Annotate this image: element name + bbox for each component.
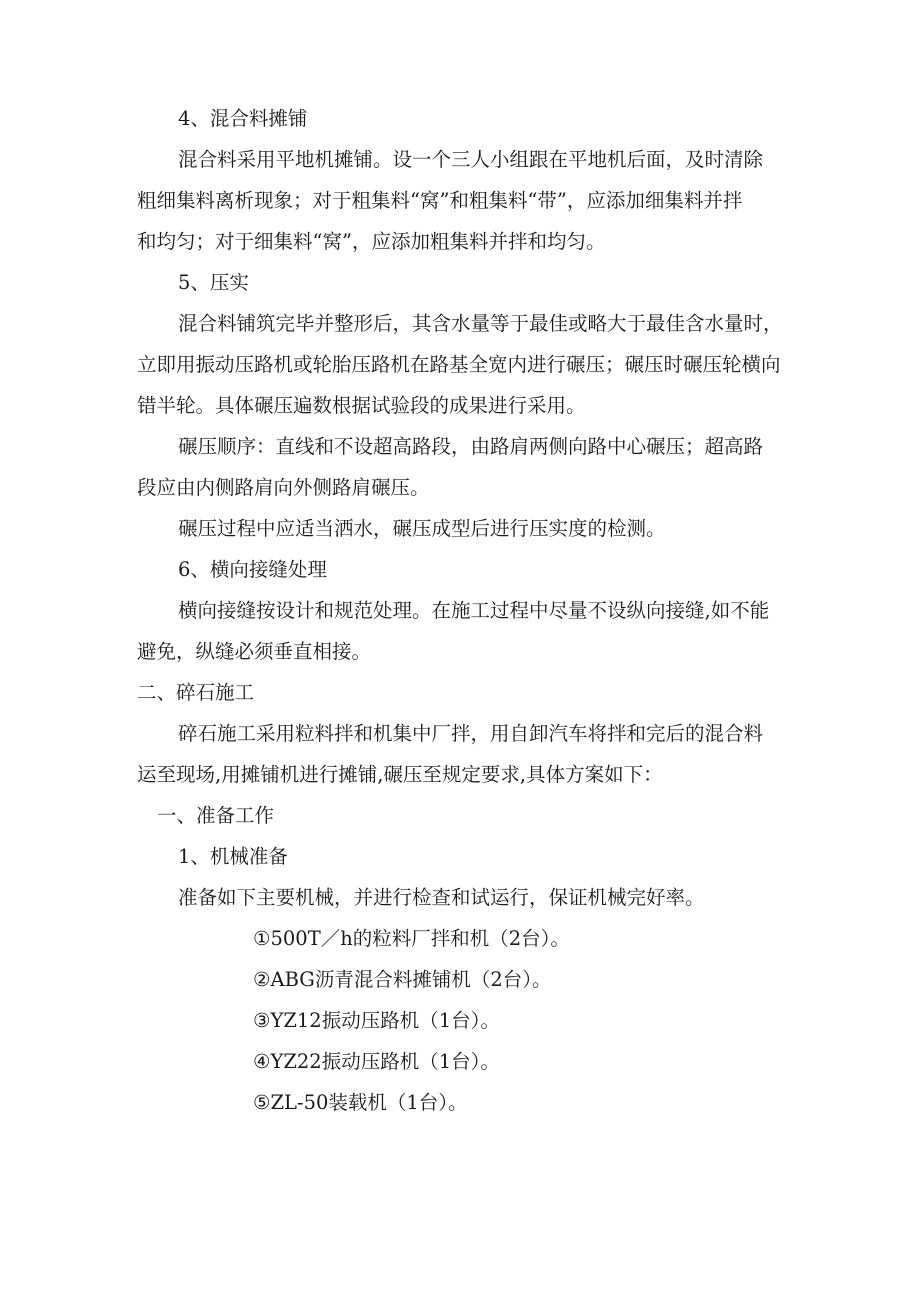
text-line bbox=[0, 385, 920, 426]
text-line bbox=[0, 1000, 920, 1041]
text-line bbox=[0, 713, 920, 754]
text-line bbox=[0, 959, 920, 1000]
paragraph-line: 避免，纵缝必须垂直相接。 bbox=[137, 640, 372, 663]
text-line bbox=[0, 467, 920, 508]
text-line bbox=[0, 590, 920, 631]
text-line bbox=[0, 631, 920, 672]
text-line bbox=[0, 795, 920, 836]
paragraph-line: 和均匀；对于细集料“窝”，应添加粗集料并拌和均匀。 bbox=[137, 230, 606, 253]
section-heading: 4、混合料摊铺 bbox=[178, 107, 308, 130]
paragraph-line: 准备如下主要机械，并进行检查和试运行，保证机械完好率。 bbox=[178, 886, 705, 909]
chapter-heading: 二、碎石施工 bbox=[137, 681, 255, 704]
text-line bbox=[0, 221, 920, 262]
paragraph-line: 段应由内侧路肩向外侧路肩碾压。 bbox=[137, 476, 430, 499]
paragraph-line: 错半轮。具体碾压遍数根据试验段的成果进行采用。 bbox=[137, 394, 586, 417]
text-line bbox=[0, 303, 920, 344]
paragraph-line: 运至现场,用摊铺机进行摊铺,碾压至规定要求,具体方案如下： bbox=[137, 763, 663, 786]
list-item: ①500T／h的粒料厂拌和机（2台）。 bbox=[253, 927, 570, 950]
text-line bbox=[0, 426, 920, 467]
paragraph-line: 碎石施工采用粒料拌和机集中厂拌，用自卸汽车将拌和完后的混合料 bbox=[178, 722, 764, 745]
section-heading: 1、机械准备 bbox=[178, 845, 288, 868]
text-line bbox=[0, 508, 920, 549]
paragraph-line: 混合料铺筑完毕并整形后，其含水量等于最佳或略大于最佳含水量时， bbox=[178, 312, 783, 335]
chapter-heading: 一、准备工作 bbox=[157, 804, 275, 827]
list-item: ③YZ12振动压路机（1台）。 bbox=[253, 1009, 500, 1032]
text-line bbox=[0, 549, 920, 590]
text-line bbox=[0, 1041, 920, 1082]
text-line bbox=[0, 180, 920, 221]
paragraph-line: 横向接缝按设计和规范处理。在施工过程中尽量不设纵向接缝,如不能 bbox=[178, 599, 770, 622]
text-line bbox=[0, 918, 920, 959]
document-page bbox=[0, 98, 920, 1258]
paragraph-line: 立即用振动压路机或轮胎压路机在路基全宽内进行碾压；碾压时碾压轮横向 bbox=[137, 353, 781, 376]
paragraph-line: 碾压顺序：直线和不设超高路段，由路肩两侧向路中心碾压；超高路 bbox=[178, 435, 764, 458]
text-line bbox=[0, 877, 920, 918]
list-item: ④YZ22振动压路机（1台）。 bbox=[253, 1050, 500, 1073]
list-item: ②ABG沥青混合料摊铺机（2台）。 bbox=[253, 968, 552, 991]
paragraph-line: 混合料采用平地机摊铺。设一个三人小组跟在平地机后面，及时清除 bbox=[178, 148, 764, 171]
list-item: ⑤ZL-50装载机（1台）。 bbox=[253, 1091, 468, 1114]
paragraph-line: 粗细集料离析现象；对于粗集料“窝”和粗集料“带”，应添加细集料并拌 bbox=[137, 189, 743, 212]
text-line bbox=[0, 672, 920, 713]
text-line bbox=[0, 836, 920, 877]
text-line bbox=[0, 754, 920, 795]
text-line bbox=[0, 98, 920, 139]
section-heading: 5、压实 bbox=[178, 271, 249, 294]
paragraph-line: 碾压过程中应适当洒水，碾压成型后进行压实度的检测。 bbox=[178, 517, 666, 540]
text-line bbox=[0, 344, 920, 385]
section-heading: 6、横向接缝处理 bbox=[178, 558, 327, 581]
text-line bbox=[0, 139, 920, 180]
text-line bbox=[0, 262, 920, 303]
text-line bbox=[0, 1082, 920, 1123]
